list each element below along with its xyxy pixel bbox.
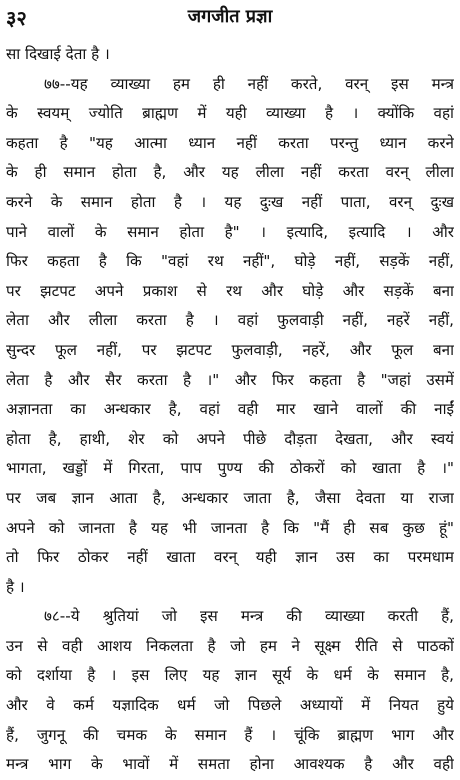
text-line: को दर्शाया है । इस लिए यह ज्ञान सूर्य के धर्म के समान है, (6, 666, 454, 685)
text-line: ७८--ये श्रुतियां जो इस मन्त्र की व्याख्या करती हैं, (44, 607, 454, 626)
text-line: लेता है और सैर करता है ।" और फिर कहता है "जहां उसमें (6, 370, 454, 389)
text-line: है । (6, 577, 25, 596)
text-line: उन से वही आशय निकलता है जो हम ने सूक्ष्म रीति से पाठकों (6, 636, 454, 655)
text-line: सा दिखाई देता है । (6, 45, 110, 63)
text-line: पर जब ज्ञान आता है, अन्धकार जाता है, जैसा देवता या राजा (6, 488, 454, 507)
text-line: लेता और लीला करता है । वहां फुलवाड़ी नहीं, नहरें नहीं, (6, 311, 454, 330)
text-line: कहता है "यह आत्मा ध्यान नहीं करता परन्तु ध्यान करने (6, 133, 454, 152)
running-title: जगजीत प्रज्ञा (187, 6, 273, 27)
text-line: होता है, हाथी, शेर को अपने पीछे दौड़ता देखता, और स्वयं (6, 429, 454, 448)
text-line: मन्त्र भाग के भावों में समता होना आवश्यक है और वही (6, 755, 454, 774)
text-line: ७७--यह व्याख्या हम ही नहीं करते, वरन् इस मन्त्र (44, 74, 454, 93)
text-line: पर झटपट अपने प्रकाश से रथ और घोड़े और सड़कें बना (6, 281, 454, 300)
page-number: ३२ (6, 6, 27, 30)
body-text (6, 40, 454, 780)
text-line: अज्ञानता का अन्धकार है, वहां वही मार खाने वालों की नाईं (6, 400, 454, 419)
text-line: तो फिर ठोकर नहीं खाता वरन् यही ज्ञान उस का परमधाम (6, 548, 454, 567)
text-line: भागता, खड्डों में गिरता, पाप पुण्य की ठोकरों को खाता है ।" (6, 459, 454, 478)
text-line: पाने वालों के समान होता है" । इत्यादि, इत्यादि । और (6, 222, 454, 241)
text-line: अपने को जानता है यह भी जानता है कि "मैं ही सब कुछ हूं" (6, 518, 454, 537)
text-line: के स्वयम् ज्योति ब्राह्मण में यही व्याख्या है । क्योंकि वहां (6, 104, 454, 123)
page-header (0, 0, 460, 34)
text-line: और वे कर्म यज्ञादिक धर्म जो पिछले अध्यायों में नियत हुये (6, 696, 454, 715)
text-line: हैं, जुगनू की चमक के समान हैं । चूंकि ब्राह्मण भाग और (6, 725, 454, 744)
text-line: के ही समान होता है, और यह लीला नहीं करता वरन् लीला (6, 163, 454, 182)
text-line: फिर कहता है कि "वहां रथ नहीं", घोड़े नहीं, सड़कें नहीं, (6, 252, 454, 271)
text-line: करने के समान होता है । यह दुःख नहीं पाता, वरन् दुःख (6, 192, 454, 211)
text-line: सुन्दर फूल नहीं, पर झटपट फुलवाड़ी, नहरें, और फूल बना (6, 340, 454, 359)
